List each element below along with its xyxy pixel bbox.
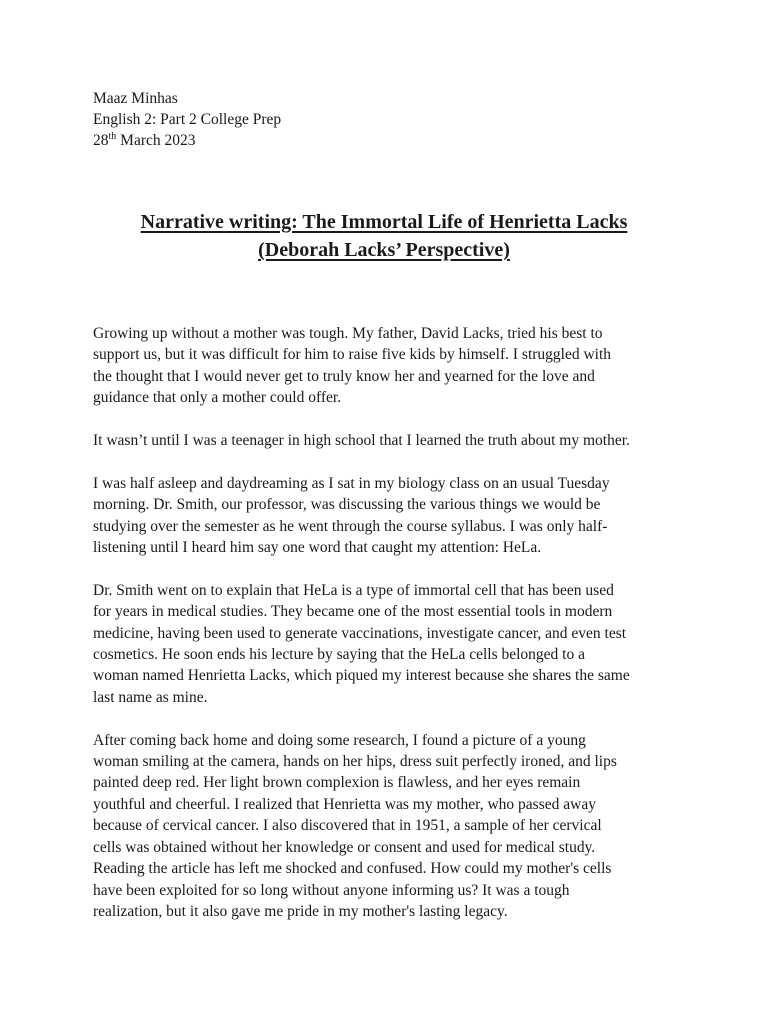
paragraph-line: cosmetics. He soon ends his lecture by saying that the HeLa cells belonged to a	[93, 646, 585, 664]
title-line-1: Narrative writing: The Immortal Life of Henrietta Lacks	[140, 211, 628, 233]
paragraph-line: woman named Henrietta Lacks, which piqued my interest because she shares the same	[93, 667, 630, 685]
date-day: 28	[93, 132, 109, 149]
body-paragraph	[93, 430, 683, 451]
document-body	[93, 323, 683, 944]
paragraph-line: realization, but it also gave me pride in my mother's lasting legacy.	[93, 902, 508, 920]
paragraph-line: for years in medical studies. They became one of the most essential tools in modern	[93, 603, 613, 621]
paragraph-line: the thought that I would never get to truly know her and yearned for the love and	[93, 367, 595, 385]
paragraph-line: painted deep red. Her light brown complexion is flawless, and her eyes remain	[93, 774, 581, 792]
paragraph-line: because of cervical cancer. I also discovered that in 1951, a sample of her cervical	[93, 817, 602, 835]
paragraph-line: studying over the semester as he went through the course syllabus. I was only half-	[93, 517, 608, 535]
paragraph-line: woman smiling at the camera, hands on her hips, dress suit perfectly ironed, and lips	[93, 753, 617, 771]
paragraph-line: After coming back home and doing some research, I found a picture of a young	[93, 731, 586, 749]
paragraph-line: It wasn’t until I was a teenager in high school that I learned the truth about my mother.	[93, 432, 630, 450]
paragraph-line: youthful and cheerful. I realized that Henrietta was my mother, who passed away	[93, 795, 596, 813]
date-suffix: th	[108, 130, 117, 142]
paragraph-line: guidance that only a mother could offer.	[93, 389, 342, 407]
course-name: English 2: Part 2 College Prep	[93, 111, 282, 128]
document-title	[0, 208, 768, 264]
paragraph-line: Dr. Smith went on to explain that HeLa is a type of immortal cell that has been used	[93, 581, 614, 599]
paragraph-line: support us, but it was difficult for him to raise five kids by himself. I struggled with	[93, 346, 612, 364]
body-paragraph	[93, 730, 683, 923]
date-month-year: March 2023	[116, 132, 196, 149]
body-paragraph	[93, 323, 683, 409]
paragraph-line: listening until I heard him say one word that caught my attention: HeLa.	[93, 539, 542, 557]
author-name: Maaz Minhas	[93, 90, 178, 107]
title-line-2: (Deborah Lacks’ Perspective)	[258, 239, 510, 261]
document-header	[93, 88, 281, 151]
document-date	[93, 130, 281, 151]
body-paragraph	[93, 580, 683, 708]
paragraph-line: cells was obtained without her knowledge or consent and used for medical study.	[93, 838, 596, 856]
paragraph-line: I was half asleep and daydreaming as I sat in my biology class on an usual Tuesday	[93, 474, 610, 492]
paragraph-line: have been exploited for so long without anyone informing us? It was a tough	[93, 881, 570, 899]
paragraph-line: medicine, having been used to generate vaccinations, investigate cancer, and even test	[93, 624, 627, 642]
paragraph-line: Reading the article has left me shocked and confused. How could my mother's cells	[93, 860, 612, 878]
body-paragraph	[93, 473, 683, 559]
paragraph-line: last name as mine.	[93, 688, 208, 706]
paragraph-line: Growing up without a mother was tough. My father, David Lacks, tried his best to	[93, 325, 603, 342]
paragraph-line: morning. Dr. Smith, our professor, was discussing the various things we would be	[93, 496, 601, 514]
